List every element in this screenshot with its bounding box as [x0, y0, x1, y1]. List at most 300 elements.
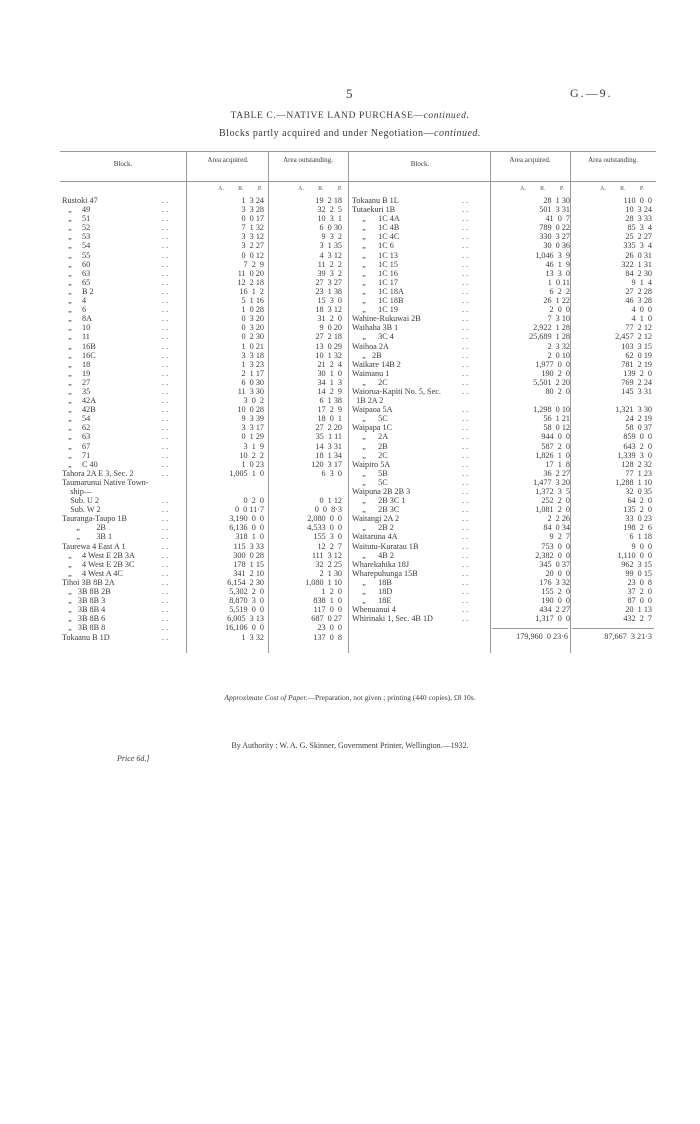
- area-acquired: 1 0 21: [241, 341, 264, 351]
- area-outstanding: 120 3 17: [311, 459, 342, 469]
- area-acquired: 1 3 24: [241, 196, 264, 205]
- block-name: Waihoa 2A: [352, 341, 389, 351]
- table-row: Waimanu 1 . . 190 2 0 139 2 0: [352, 368, 652, 378]
- area-outstanding: 145 3 31: [621, 386, 652, 396]
- area-outstanding: 87 0 0: [627, 596, 652, 606]
- block-name: „ 5C: [352, 414, 388, 424]
- cost-note: [0, 693, 700, 702]
- table-row: „ 1C 15 . . 46 1 9 322 1 31: [352, 259, 652, 269]
- table-row: Tauranga-Taupo 1B . . 3,190 0 0 2,080 0 0: [62, 514, 342, 524]
- unit-p: P.: [337, 186, 342, 192]
- area-acquired: 0 1 29: [241, 432, 264, 442]
- area-outstanding: 1,080 1 10: [305, 577, 342, 587]
- table-row: Waipaoa 5A . . 1,298 0 10 1,321 3 30: [352, 405, 652, 415]
- area-acquired: 1,046 3 9: [535, 250, 570, 260]
- block-name: Tutaekuri 1B: [352, 205, 396, 215]
- area-acquired: 1 0 28: [241, 305, 264, 315]
- table-row: „ 4 West A 4C . . 341 2 10 2 1 30: [62, 568, 342, 578]
- block-name: „ 16B: [62, 341, 96, 351]
- block-name: „ 54: [62, 241, 91, 251]
- block-name: „ 3B 8B 6: [62, 614, 106, 624]
- area-acquired: 587 2 0: [541, 441, 570, 451]
- area-outstanding: 18 3 12: [315, 305, 342, 315]
- table-row: [62, 487, 344, 496]
- col-header-block: Block.: [113, 160, 133, 168]
- left-table-body: [62, 196, 344, 642]
- block-name: „ 1C 16: [352, 268, 398, 278]
- area-outstanding: 1,288 1 10: [615, 477, 652, 487]
- area-outstanding: 26 0 31: [625, 250, 652, 260]
- unit-r: R.: [318, 186, 324, 192]
- table-row: Tihoi 3B 8B 2A . . 6,154 2 30 1,080 1 10: [62, 577, 342, 587]
- area-outstanding: 335 3 4: [623, 241, 652, 251]
- block-name: „ 65: [62, 277, 91, 287]
- block-name: „ 55: [62, 250, 91, 260]
- table-row: Waiorua-Kapiti No. 5, Sec. . . 80 2 0 145 3 31: [352, 386, 652, 396]
- table-row: Waipapa 1C . . 58 0 12 58 0 37: [352, 423, 652, 433]
- table-row: „ 18E . . 190 0 0 87 0 0: [352, 596, 652, 606]
- total-rule: [492, 628, 568, 629]
- area-acquired: 190 2 0: [541, 368, 570, 378]
- area-acquired: 1 3 32: [241, 632, 264, 642]
- table-row: „ 5C . . 1,477 3 20 1,288 1 10: [352, 477, 652, 487]
- total-acquired: 179,960 0 23·6: [516, 632, 568, 641]
- area-outstanding: 14 2 9: [317, 386, 342, 396]
- unit-a: A.: [298, 186, 304, 192]
- table-row: „ 8A . . 0 3 20 31 2 0: [62, 314, 342, 324]
- table-row: „ 1C 18A . . 6 2 2 27 2 28: [352, 286, 652, 296]
- area-outstanding: 1,321 3 30: [615, 405, 652, 415]
- block-name: „ 1C 4C: [352, 232, 400, 242]
- area-outstanding: 687 0 27: [311, 614, 342, 624]
- unit-p: P.: [639, 186, 644, 192]
- area-outstanding: 46 3 28: [625, 296, 652, 306]
- authority-line: By Authority : W. A. G. Skinner, Government Printer, Wellington.—1932.: [231, 741, 469, 750]
- area-outstanding: 781 2 19: [621, 359, 652, 369]
- block-name: „ 67: [62, 441, 91, 451]
- block-name: Waikare 14B 2: [352, 359, 401, 369]
- block-name: Waitangi 2A 2: [352, 514, 400, 524]
- table-row: „ 1C 18B . . 26 1 22 46 3 28: [352, 296, 652, 306]
- block-name: „ 5C: [352, 477, 388, 487]
- area-acquired: 5,519 0 0: [229, 605, 264, 615]
- area-acquired: 2 0 0: [549, 305, 570, 315]
- table-row: „ 60 . . 7 2 9 11 2 2: [62, 259, 342, 269]
- area-acquired: 1,477 3 20: [533, 477, 570, 487]
- block-name: „ B 2: [62, 286, 94, 296]
- area-acquired: 300 0 28: [233, 550, 264, 560]
- table-row: „ 1C 6 . . 30 0 36 335 3 4: [352, 241, 652, 251]
- table-row: Tokaanu B 1L . . 28 1 30 110 0 0: [352, 196, 652, 205]
- table-title: [0, 111, 700, 121]
- table-row: „ 3B 1 . . 318 1 0 155 3 0: [62, 532, 342, 542]
- area-outstanding: 39 3 2: [317, 268, 342, 278]
- unit-p: P.: [257, 186, 262, 192]
- table-row: Wharekahika 18J . . 345 0 37 962 3 15: [352, 559, 652, 569]
- arp-units: [218, 186, 262, 192]
- block-name: „ 60: [62, 259, 91, 269]
- table-top-rule: [60, 151, 656, 152]
- area-acquired: 17 1 8: [545, 459, 570, 469]
- area-outstanding: 32 2 5: [317, 205, 342, 215]
- table-row: „ 42A . . 3 0 2 6 1 38: [62, 396, 342, 406]
- price: Price 6d.]: [117, 754, 150, 763]
- header-bottom-rule: [60, 181, 656, 182]
- area-outstanding: 4 0 0: [631, 305, 652, 315]
- area-acquired: 753 0 0: [541, 541, 570, 551]
- block-name: Sub. U 2: [62, 496, 100, 506]
- area-acquired: 1,372 3 5: [535, 487, 570, 496]
- block-name: „ 53: [62, 232, 91, 242]
- table-row: „ 18D . . 155 2 0 37 2 0: [352, 587, 652, 597]
- area-outstanding: 35 1 11: [315, 432, 342, 442]
- area-outstanding: 9 3 2: [321, 232, 342, 242]
- block-name: „ 18: [62, 359, 91, 369]
- block-name: Waihaha 3B 1: [352, 323, 399, 333]
- area-acquired: 330 3 27: [539, 232, 570, 242]
- area-acquired: 1 3 23: [241, 359, 264, 369]
- area-acquired: 3 1 9: [243, 441, 264, 451]
- block-name: „ 1C 6: [352, 241, 394, 251]
- block-name: „ 18B: [352, 577, 392, 587]
- block-name: „ 62: [62, 423, 91, 433]
- unit-a: A.: [600, 186, 606, 192]
- block-name: Waipuna 2B 2B 3: [352, 487, 411, 496]
- block-name: Wharekahika 18J: [352, 559, 410, 569]
- table-row: Sub. U 2 . . 0 2 0 0 1 12: [62, 496, 342, 506]
- arp-units: [298, 186, 342, 192]
- area-outstanding: 4 3 12: [319, 250, 342, 260]
- area-outstanding: 30 1 0: [317, 368, 342, 378]
- block-name: Tokaanu B 1L: [352, 196, 399, 205]
- area-outstanding: 6 3 0: [321, 468, 342, 478]
- area-outstanding: 14 3 31: [315, 441, 342, 451]
- area-acquired: 9 2 7: [549, 532, 570, 542]
- cost-note-rest: —Preparation, not given ; printing (440 copies), £8 10s.: [307, 693, 476, 702]
- table-row: Wharepuhunga 15B . . 20 0 0 99 0 15: [352, 568, 652, 578]
- table-row: Tutaekuri 1B . . 501 3 31 10 3 24: [352, 205, 652, 215]
- table-subtitle-italic: continued.: [434, 128, 481, 139]
- table-row: „ 2B 3C 1 . . 252 2 0 64 2 0: [352, 496, 652, 506]
- block-name: „ 10: [62, 323, 91, 333]
- area-outstanding: 137 0 8: [313, 632, 342, 642]
- table-row: „ 2A . . 944 0 0 859 0 0: [352, 432, 652, 442]
- table-row: „ 71 . . 10 2 2 18 1 34: [62, 450, 342, 460]
- block-name: „ 8A: [62, 314, 93, 324]
- table-row: „ 4 West E 2B 3C . . 178 1 15 32 2 25: [62, 559, 342, 569]
- table-row: Waipuna 2B 2B 3 . . 1,372 3 5 32 0 35: [352, 487, 652, 496]
- area-acquired: 0 0 17: [241, 214, 264, 224]
- area-outstanding: 12 2 7: [317, 541, 342, 551]
- area-acquired: 6,154 2 30: [227, 577, 264, 587]
- area-acquired: 318 1 0: [235, 532, 264, 542]
- area-outstanding: 32 0 35: [625, 487, 652, 496]
- area-outstanding: 31 2 0: [317, 314, 342, 324]
- area-outstanding: 9 1 4: [631, 277, 652, 287]
- block-name: „ 1C 18A: [352, 286, 404, 296]
- block-name: Taurewa 4 East A 1: [62, 541, 126, 551]
- area-acquired: 11 0 20: [237, 268, 264, 278]
- area-outstanding: 769 2 24: [621, 377, 652, 387]
- area-acquired: 6,005 3 13: [227, 614, 264, 624]
- area-outstanding: 27 2 18: [315, 332, 342, 342]
- table-row: Taurewa 4 East A 1 . . 115 3 33 12 2 7: [62, 541, 342, 551]
- col-header-outstanding: Area outstanding.: [588, 156, 638, 164]
- area-outstanding: 27 2 20: [315, 423, 342, 433]
- area-acquired: 944 0 0: [541, 432, 570, 442]
- area-acquired: 10 0 28: [237, 405, 264, 415]
- block-name: „ 2A: [352, 432, 389, 442]
- block-name: „ 2C: [352, 450, 388, 460]
- area-outstanding: 28 3 33: [625, 214, 652, 224]
- block-name: „ 1C 13: [352, 250, 398, 260]
- block-name: „ 2B 3C: [352, 505, 400, 515]
- area-outstanding: 24 2 19: [625, 414, 652, 424]
- block-name: ship—: [62, 487, 93, 496]
- area-acquired: 1,298 0 10: [533, 405, 570, 415]
- area-outstanding: 77 2 12: [625, 323, 652, 333]
- table-row: „ 63 . . 11 0 20 39 3 2: [62, 268, 342, 278]
- area-acquired: 2 2 26: [547, 514, 570, 524]
- area-acquired: 1,317 0 0: [535, 614, 570, 624]
- table-row: Wahine-Rukuwai 2B . . 7 3 10 4 1 0: [352, 314, 652, 324]
- area-outstanding: 0 1 12: [319, 496, 342, 506]
- area-outstanding: 1 2 0: [321, 587, 342, 597]
- area-outstanding: 4,533 0 0: [307, 523, 342, 533]
- table-row: „ 65 . . 12 2 18 27 3 27: [62, 277, 342, 287]
- table-row: „ 18 . . 1 3 23 21 2 4: [62, 359, 342, 369]
- area-outstanding: 10 1 32: [315, 350, 342, 360]
- table-row: Tahora 2A E 3, Sec. 2 . . 1,005 1 0 6 3 0: [62, 468, 342, 478]
- area-acquired: 3 3 18: [241, 350, 264, 360]
- block-name: „ 1C 17: [352, 277, 398, 287]
- block-name: „ 2B: [62, 523, 106, 533]
- block-name: „ 2B: [352, 441, 388, 451]
- table-row: [352, 396, 654, 405]
- block-name: „ 19: [62, 368, 91, 378]
- area-acquired: 5 1 16: [241, 296, 264, 306]
- table-row: Waipiro 5A . . 17 1 8 128 2 32: [352, 459, 652, 469]
- area-acquired: 0 2 0: [243, 496, 264, 506]
- table-row: „ 42B . . 10 0 28 17 2 9: [62, 405, 342, 415]
- area-outstanding: 4 1 0: [631, 314, 652, 324]
- area-acquired: 30 0 36: [543, 241, 570, 251]
- table-row: „ 1C 13 . . 1,046 3 9 26 0 31: [352, 250, 652, 260]
- area-acquired: 56 1 21: [543, 414, 570, 424]
- block-name: „ 2C: [352, 377, 388, 387]
- area-outstanding: 58 0 37: [625, 423, 652, 433]
- table-row: „ 2C . . 5,501 2 20 769 2 24: [352, 377, 652, 387]
- table-row: „ 4 . . 5 1 16 15 3 0: [62, 296, 342, 306]
- area-outstanding: 20 1 13: [625, 605, 652, 615]
- area-outstanding: 23 0 8: [627, 577, 652, 587]
- page-number: 5: [346, 86, 353, 101]
- block-name: „ 3B 8B 4: [62, 605, 106, 615]
- table-row: „ 2B . . 2 0 10 62 0 19: [352, 350, 652, 360]
- area-acquired: 1 0 23: [241, 459, 264, 469]
- table-row: Waitaruna 4A . . 9 2 7 6 1 18: [352, 532, 652, 542]
- table-row: „ C 40 . . 1 0 23 120 3 17: [62, 459, 342, 469]
- area-outstanding: 135 2 0: [623, 505, 652, 515]
- area-outstanding: 77 1 23: [625, 468, 652, 478]
- block-name: „ 4 West E 2B 3A: [62, 550, 135, 560]
- area-outstanding: 64 2 0: [627, 496, 652, 506]
- area-acquired: 11 3 30: [237, 386, 264, 396]
- table-row: „ 18B . . 176 3 32 23 0 8: [352, 577, 652, 587]
- area-outstanding: 11 2 2: [317, 259, 342, 269]
- table-row: „ 10 . . 0 3 20 9 0 20: [62, 323, 342, 333]
- unit-a: A.: [218, 186, 224, 192]
- area-outstanding: 9 0 0: [631, 541, 652, 551]
- block-name: Rustoki 47: [62, 196, 98, 205]
- area-outstanding: 21 2 4: [317, 359, 342, 369]
- area-acquired: 80 2 0: [545, 386, 570, 396]
- area-acquired: 2 1 17: [241, 368, 264, 378]
- block-name: Waitaruna 4A: [352, 532, 398, 542]
- table-row: „ B 2 . . 16 1 2 23 1 38: [62, 286, 342, 296]
- area-acquired: 7 1 32: [241, 223, 264, 233]
- area-acquired: 345 0 37: [539, 559, 570, 569]
- area-outstanding: 643 2 0: [623, 441, 652, 451]
- block-name: „ 63: [62, 268, 91, 278]
- area-outstanding: 3 1 35: [319, 241, 342, 251]
- table-row: „ 51 . . 0 0 17 10 3 1: [62, 214, 342, 224]
- block-name: „ 4: [62, 296, 87, 306]
- area-acquired: 12 2 18: [237, 277, 264, 287]
- area-outstanding: 32 2 25: [315, 559, 342, 569]
- block-name: Tauranga-Taupo 1B: [62, 514, 128, 524]
- area-outstanding: 18 0 1: [317, 414, 342, 424]
- block-name: „ 1C 4A: [352, 214, 400, 224]
- table-row: „ 3B 8B 2B . . 5,302 2 0 1 2 0: [62, 587, 342, 597]
- area-acquired: 16,106 0 0: [225, 623, 264, 633]
- table-title-main: TABLE C.—NATIVE LAND PURCHASE—: [230, 111, 424, 121]
- block-name: „ 3B 8B 8: [62, 623, 106, 633]
- table-row: „ 1C 4B . . 789 0 22 85 3 4: [352, 223, 652, 233]
- area-acquired: 84 0 34: [543, 523, 570, 533]
- area-acquired: 0 0 11·7: [234, 505, 264, 515]
- block-name: „ 1C 15: [352, 259, 398, 269]
- area-outstanding: 322 1 31: [621, 259, 652, 269]
- table-row: „ 16B . . 1 0 21 13 0 29: [62, 341, 342, 351]
- area-outstanding: 155 3 0: [313, 532, 342, 542]
- table-row: „ 3B 8B 4 . . 5,519 0 0 117 0 0: [62, 605, 342, 615]
- table-title-italic: continued.: [423, 111, 470, 121]
- area-acquired: 2,922 1 28: [533, 323, 570, 333]
- area-acquired: 1,081 2 0: [535, 505, 570, 515]
- table-row: „ 1C 16 . . 13 3 0 84 2 30: [352, 268, 652, 278]
- block-name: „ 5B: [352, 468, 388, 478]
- block-name: 1B 2A 2: [352, 396, 384, 406]
- area-outstanding: 2,080 0 0: [307, 514, 342, 524]
- area-acquired: 41 0 7: [545, 214, 570, 224]
- area-outstanding: 34 1 3: [317, 377, 342, 387]
- table-row: Whenuanui 4 . . 434 2 27 20 1 13: [352, 605, 652, 615]
- table-row: Sub. W 2 . . 0 0 11·7 0 0 8·3: [62, 505, 342, 515]
- table-subtitle-main: Blocks partly acquired and under Negotiation—: [219, 128, 434, 139]
- area-acquired: 3 2 27: [241, 241, 264, 251]
- area-acquired: 190 0 0: [541, 596, 570, 606]
- block-name: „ 1C 18B: [352, 296, 404, 306]
- table-row: Tokaanu B 1D . . 1 3 32 137 0 8: [62, 632, 342, 642]
- block-name: „ 63: [62, 432, 91, 442]
- area-outstanding: 27 3 27: [315, 277, 342, 287]
- area-acquired: 26 1 22: [543, 296, 570, 306]
- table-row: „ 2B . . 6,136 0 0 4,533 0 0: [62, 523, 342, 533]
- right-table-body: [352, 196, 654, 623]
- area-outstanding: 1,110 0 0: [617, 550, 652, 560]
- table-row: „ 19 . . 2 1 17 30 1 0: [62, 368, 342, 378]
- unit-r: R.: [238, 186, 244, 192]
- block-name: „ 3B 8B 2B: [62, 587, 111, 597]
- unit-r: R.: [620, 186, 626, 192]
- area-acquired: 1,826 1 0: [535, 450, 570, 460]
- block-name: „ 11: [62, 332, 90, 342]
- area-acquired: 6 0 30: [241, 377, 264, 387]
- area-outstanding: 838 1 0: [313, 596, 342, 606]
- table-row: „ 2B 3C . . 1,081 2 0 135 2 0: [352, 505, 652, 515]
- block-name: „ 52: [62, 223, 91, 233]
- block-name: Wahine-Rukuwai 2B: [352, 314, 421, 324]
- area-outstanding: 9 0 20: [319, 323, 342, 333]
- area-acquired: 13 3 0: [545, 268, 570, 278]
- block-name: „ 42A: [62, 396, 97, 406]
- area-acquired: 0 0 12: [241, 250, 264, 260]
- table-row: „ 49 . . 3 3 28 32 2 5: [62, 205, 342, 215]
- table-row: „ 1C 19 . . 2 0 0 4 0 0: [352, 305, 652, 315]
- arp-units: [600, 186, 644, 192]
- area-acquired: 46 1 9: [545, 259, 570, 269]
- table-row: „ 6 . . 1 0 28 18 3 12: [62, 305, 342, 315]
- area-acquired: 5,501 2 20: [533, 377, 570, 387]
- block-name: „ 2B 2: [352, 523, 394, 533]
- col-header-block: Block.: [410, 160, 430, 168]
- area-acquired: 28 1 30: [543, 196, 570, 205]
- area-outstanding: 17 2 9: [317, 405, 342, 415]
- area-acquired: 252 2 0: [541, 496, 570, 506]
- block-name: „ 71: [62, 450, 91, 460]
- block-name: „ 1C 19: [352, 305, 398, 315]
- block-name: Whenuanui 4: [352, 605, 396, 615]
- area-outstanding: 33 0 23: [625, 514, 652, 524]
- area-acquired: 434 2 27: [539, 605, 570, 615]
- table-row: „ 27 . . 6 0 30 34 1 3: [62, 377, 342, 387]
- area-acquired: 0 3 20: [241, 314, 264, 324]
- area-acquired: 25,689 1 28: [529, 332, 570, 342]
- area-outstanding: 85 3 4: [627, 223, 652, 233]
- block-name: Waipaoa 5A: [352, 405, 393, 415]
- area-outstanding: 139 2 0: [623, 368, 652, 378]
- block-name: „ 4 West E 2B 3C: [62, 559, 135, 569]
- area-outstanding: 2 1 30: [319, 568, 342, 578]
- cost-note-italic: Approximate Cost of Paper.: [224, 693, 308, 702]
- unit-p: P.: [559, 186, 564, 192]
- area-acquired: 20 0 0: [545, 568, 570, 578]
- area-outstanding: 62 0 19: [625, 350, 652, 360]
- table-row: „ 2B . . 587 2 0 643 2 0: [352, 441, 652, 451]
- table-row: „ 63 . . 0 1 29 35 1 11: [62, 432, 342, 442]
- area-acquired: 0 3 20: [241, 323, 264, 333]
- area-outstanding: 37 2 0: [627, 587, 652, 597]
- area-acquired: 789 0 22: [539, 223, 570, 233]
- block-name: Waimanu 1: [352, 368, 390, 378]
- area-outstanding: 6 0 30: [319, 223, 342, 233]
- area-outstanding: 432 2 7: [623, 614, 652, 624]
- area-outstanding: 110 0 0: [623, 196, 652, 205]
- table-row: Waitutu-Kuratau 1B . . 753 0 0 9 0 0: [352, 541, 652, 551]
- area-outstanding: 111 3 12: [311, 550, 342, 560]
- table-row: „ 1C 4A . . 41 0 7 28 3 33: [352, 214, 652, 224]
